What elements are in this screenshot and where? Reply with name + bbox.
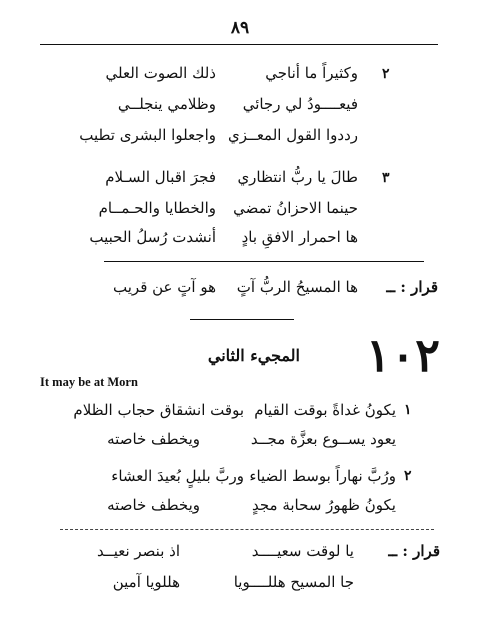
refrain-left: هللويا آمين	[112, 573, 180, 591]
stanza-number: ٢	[404, 468, 412, 484]
verse-left: والخطايا والحـمــام	[98, 199, 216, 217]
refrain-right: ها المسيحُ الربُّ آتٍ	[236, 278, 358, 296]
verse-right: يكونُ ظهورُ سحابة مجدٍ	[251, 496, 396, 514]
verse-left: فجرَ اقبال السـلام	[105, 168, 216, 186]
verse-left: ذلك الصوت العلي	[105, 64, 216, 82]
verse-left: أنشدت رُسلُ الحبيب	[89, 228, 216, 246]
refrain-divider	[104, 261, 424, 262]
verse-right: رددوا القول المعــزي	[228, 126, 358, 144]
verse-left: ويخطف خاصته	[107, 496, 200, 514]
verse-right: حينما الاحزانُ تمضي	[233, 199, 358, 217]
refrain-left: هو آتٍ عن قريب	[113, 278, 216, 296]
english-title: It may be at Morn	[40, 375, 138, 389]
header-rule	[40, 44, 438, 45]
verse-left: ويخطف خاصته	[107, 430, 200, 448]
refrain-left: اذ بنصر نعيــد	[97, 542, 180, 560]
verse-right: يكونُ غداةً بوقت القيام	[254, 401, 396, 419]
page-number: ٨٩	[230, 18, 250, 38]
hymn-title: المجيء الثاني	[207, 346, 300, 365]
verse-right: ها احمرار الافقِ بادٍ	[241, 228, 358, 246]
verse-right: يعود يســوع بعزَّة مجــد	[250, 430, 396, 448]
verse-left: وربَّ بليلٍ بُعيدَ العشاء	[111, 467, 244, 485]
refrain-label: قرار : ــ	[386, 278, 438, 296]
section-separator	[190, 319, 294, 320]
refrain-label: قرار : ــ	[388, 542, 440, 560]
verse-right: طالَ يا ربُّ انتظاري	[237, 168, 358, 186]
refrain-divider	[60, 529, 434, 530]
stanza-number: ٣	[382, 170, 390, 186]
verse-right: فيعــــودُ لي رجائي	[242, 95, 358, 113]
refrain-right: يا لوقت سعيــــد	[251, 542, 354, 560]
verse-right: وكثيراً ما أناجي	[265, 64, 358, 82]
stanza-number: ١	[404, 402, 412, 418]
hymn-number: ١٠٢	[365, 328, 440, 382]
refrain-right: جا المسيح هللــــويا	[233, 573, 354, 591]
verse-left: واجعلوا البشرى تطيب	[79, 126, 216, 144]
verse-right: ورُبَّ نهاراً بوسط الضياء	[249, 467, 396, 485]
stanza-number: ٢	[382, 66, 390, 82]
verse-left: بوقت انشقاق حجاب الظلام	[73, 401, 244, 419]
verse-left: وظلامي ينجلــي	[117, 95, 216, 113]
